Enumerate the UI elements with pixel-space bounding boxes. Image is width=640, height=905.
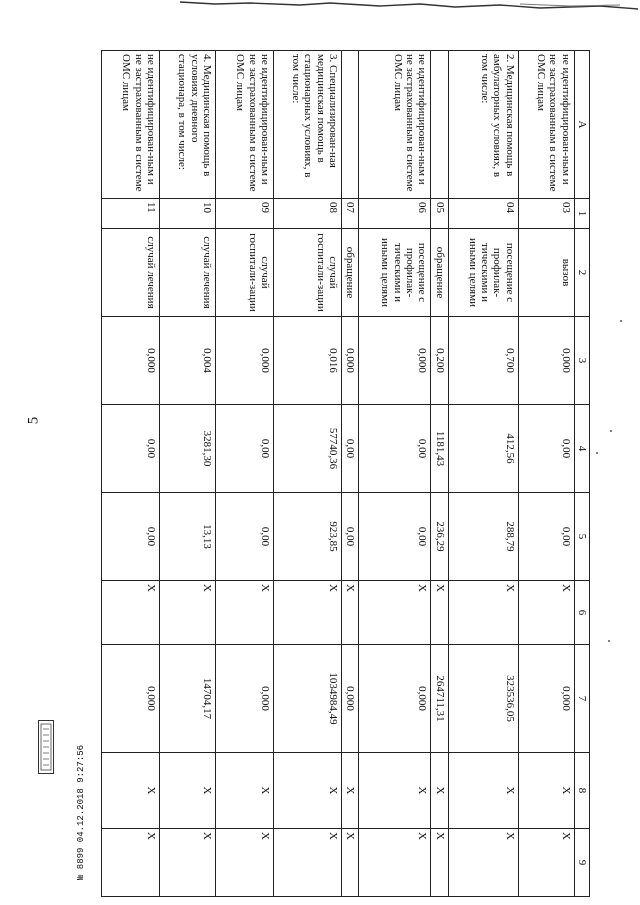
value-cell: X	[448, 581, 518, 645]
row-label-cell	[431, 51, 448, 199]
value-cell: 1034984,49	[274, 645, 342, 753]
header-cell: 9	[574, 829, 589, 897]
unit-cell: обращение	[431, 229, 448, 317]
header-cell: 5	[574, 493, 589, 581]
value-cell: 0,000	[359, 317, 431, 405]
value-cell: X	[448, 829, 518, 897]
line-code-cell: 05	[431, 199, 448, 229]
value-cell: 0,000	[102, 317, 160, 405]
value-cell: 0,00	[359, 493, 431, 581]
value-cell: 0,00	[359, 405, 431, 493]
value-cell: 0,016	[274, 317, 342, 405]
value-cell: X	[102, 753, 160, 829]
header-cell: 4	[574, 405, 589, 493]
value-cell: 236,29	[431, 493, 448, 581]
scan-speck	[608, 640, 610, 642]
row-label-cell: 3. Специализирован-ная медицинская помощь в стационарных условиях, в том числе:	[274, 51, 342, 199]
value-cell: 0,00	[518, 405, 574, 493]
line-code-cell: 09	[216, 199, 274, 229]
value-cell: X	[342, 753, 359, 829]
header-cell: 8	[574, 753, 589, 829]
data-table	[101, 50, 590, 897]
header-cell: 2	[574, 229, 589, 317]
value-cell: 0,000	[216, 645, 274, 753]
value-cell: 13,13	[160, 493, 216, 581]
value-cell: X	[359, 581, 431, 645]
value-cell: 0,700	[448, 317, 518, 405]
unit-cell: случай лечения	[102, 229, 160, 317]
row-label-cell: не идентифицирован-ным и не застрахованным в системе ОМС лицам	[359, 51, 431, 199]
value-cell: X	[216, 829, 274, 897]
value-cell: X	[359, 753, 431, 829]
value-cell: X	[431, 753, 448, 829]
scan-speck	[596, 452, 598, 454]
table-row	[102, 51, 160, 897]
value-cell: X	[102, 829, 160, 897]
value-cell: 0,00	[518, 493, 574, 581]
unit-cell: случай лечения	[160, 229, 216, 317]
scan-speck	[620, 320, 622, 322]
table-row	[518, 51, 574, 897]
unit-cell: обращение	[342, 229, 359, 317]
value-cell: 264711,31	[431, 645, 448, 753]
value-cell: X	[518, 581, 574, 645]
seal-stamp	[38, 720, 54, 774]
row-label-cell	[342, 51, 359, 199]
row-label-cell: не идентифицирован-ным и не застрахованным в системе ОМС лицам	[216, 51, 274, 199]
value-cell: 923,85	[274, 493, 342, 581]
value-cell: X	[359, 829, 431, 897]
row-label-cell: не идентифицирован-ным и не застрахованным в системе ОМС лицам	[518, 51, 574, 199]
value-cell: 0,00	[102, 493, 160, 581]
value-cell: X	[518, 829, 574, 897]
table-row	[160, 51, 216, 897]
table-row	[216, 51, 274, 897]
value-cell: 0,000	[518, 645, 574, 753]
value-cell: 0,200	[431, 317, 448, 405]
value-cell: X	[216, 581, 274, 645]
unit-cell: посещение с профилак-тическими и иными целями	[359, 229, 431, 317]
header-cell: 6	[574, 581, 589, 645]
value-cell: 0,004	[160, 317, 216, 405]
value-cell: 0,00	[216, 493, 274, 581]
scan-edge	[0, 0, 640, 16]
value-cell: 57740,36	[274, 405, 342, 493]
table-row	[359, 51, 431, 897]
header-row	[574, 51, 589, 897]
value-cell: 323536,05	[448, 645, 518, 753]
page-number: 5	[25, 416, 42, 425]
value-cell: X	[431, 581, 448, 645]
value-cell: 0,000	[102, 645, 160, 753]
unit-cell: случай госпитали-зации	[274, 229, 342, 317]
value-cell: X	[448, 753, 518, 829]
value-cell: X	[518, 753, 574, 829]
row-label-cell: 2. Медицинская помощь в амбулаторных условиях, в том числе:	[448, 51, 518, 199]
value-cell: X	[342, 829, 359, 897]
value-cell: 0,000	[342, 645, 359, 753]
row-label-cell: не идентифицирован-ным и не застрахованным в системе ОМС лицам	[102, 51, 160, 199]
line-code-cell: 03	[518, 199, 574, 229]
table-row	[431, 51, 448, 897]
line-code-cell: 04	[448, 199, 518, 229]
value-cell: 0,000	[518, 317, 574, 405]
value-cell: 0,00	[342, 493, 359, 581]
value-cell: 288,79	[448, 493, 518, 581]
value-cell: X	[274, 829, 342, 897]
value-cell: X	[274, 753, 342, 829]
footer-registration	[72, 610, 92, 880]
unit-cell: вызов	[518, 229, 574, 317]
header-cell: А	[574, 51, 589, 199]
line-code-cell: 11	[102, 199, 160, 229]
value-cell: 0,00	[102, 405, 160, 493]
header-cell: 1	[574, 199, 589, 229]
row-label-cell: 4. Медицинская помощь в условиях дневного стационара, в том числе:	[160, 51, 216, 199]
header-cell: 3	[574, 317, 589, 405]
value-cell: X	[342, 581, 359, 645]
value-cell: 0,000	[342, 317, 359, 405]
header-cell: 7	[574, 645, 589, 753]
line-code-cell: 10	[160, 199, 216, 229]
value-cell: X	[274, 581, 342, 645]
table-row	[342, 51, 359, 897]
unit-cell: посещение с профилак-тическими и иными целями	[448, 229, 518, 317]
value-cell: 0,00	[342, 405, 359, 493]
value-cell: X	[160, 581, 216, 645]
scan-speck	[610, 430, 612, 432]
unit-cell: случай госпитали-зации	[216, 229, 274, 317]
value-cell: X	[431, 829, 448, 897]
line-code-cell: 07	[342, 199, 359, 229]
value-cell: 0,000	[216, 317, 274, 405]
value-cell: 1181,43	[431, 405, 448, 493]
value-cell: 0,000	[359, 645, 431, 753]
value-cell: 3281,30	[160, 405, 216, 493]
value-cell: X	[160, 829, 216, 897]
value-cell: X	[160, 753, 216, 829]
registration-number: № 8899 04.12.2018 9:27:56	[76, 744, 86, 880]
value-cell: 412,56	[448, 405, 518, 493]
line-code-cell: 08	[274, 199, 342, 229]
value-cell: 14704,17	[160, 645, 216, 753]
data-table-frame	[80, 50, 588, 896]
value-cell: X	[102, 581, 160, 645]
table-row	[274, 51, 342, 897]
value-cell: X	[216, 753, 274, 829]
table-row	[448, 51, 518, 897]
line-code-cell: 06	[359, 199, 431, 229]
value-cell: 0,00	[216, 405, 274, 493]
